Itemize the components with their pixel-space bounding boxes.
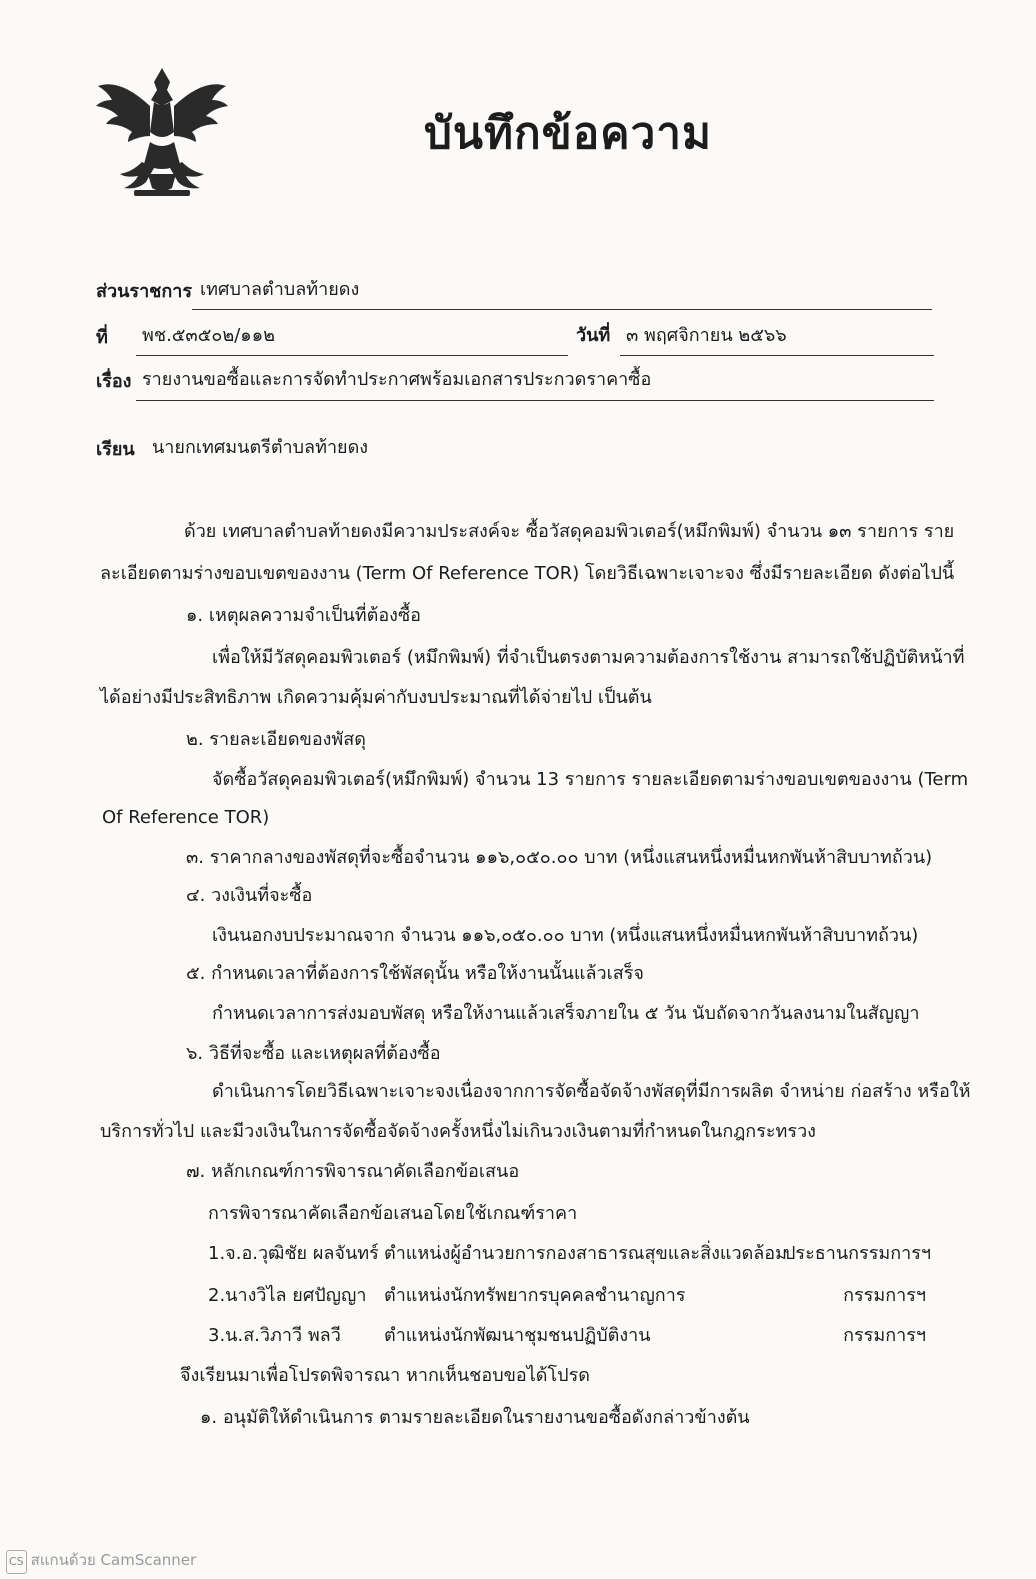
section-1-line1: เพื่อให้มีวัสดุคอมพิวเตอร์ (หมึกพิมพ์) ที่จำเป็นตรงตามความต้องการใช้งาน สามารถใช้ปฏิบัติหน้าที่ [212,647,965,668]
garuda-emblem-icon [94,62,230,202]
section-4-line1: เงินนอกงบประมาณจาก จำนวน ๑๑๖,๐๕๐.๐๐ บาท (หนึ่งแสนหนึ่งหมื่นหกพันห้าสิบบาทถ้วน) [212,925,919,946]
document-title: บันทึกข้อความ [424,108,713,159]
committee-3-role: กรรมการฯ [843,1325,926,1346]
committee-3-position: ตำแหน่งนักพัฒนาชุมชนปฏิบัติงาน [384,1325,651,1346]
closing-line: จึงเรียนมาเพื่อโปรดพิจารณา หากเห็นชอบขอได้โปรด [180,1365,590,1386]
camscanner-text: สแกนด้วย CamScanner [30,1551,197,1569]
section-6-line1: ดำเนินการโดยวิธีเฉพาะเจาะจงเนื่องจากการจัดซื้อจัดจ้างพัสดุที่มีการผลิต จำหน่าย ก่อสร้าง หรือให้ [212,1081,971,1102]
section-2-line1: จัดซื้อวัสดุคอมพิวเตอร์(หมึกพิมพ์) จำนวน 13 รายการ รายละเอียดตามร่างขอบเขตของงาน (Term [212,769,969,790]
section-5-line1: กำหนดเวลาการส่งมอบพัสดุ หรือให้งานแล้วเสร็จภายใน ๕ วัน นับถัดจากวันลงนามในสัญญา [212,1003,920,1024]
agency-underline [192,309,932,310]
ref-value: พช.๕๓๕๐๒/๑๑๒ [142,325,275,346]
committee-1-position: ตำแหน่งผู้อำนวยการกองสาธารณสุขและสิ่งแวดล้อม [384,1243,787,1264]
section-7-line1: การพิจารณาคัดเลือกข้อเสนอโดยใช้เกณฑ์ราคา [208,1203,578,1224]
approve-item-1: ๑. อนุมัติให้ดำเนินการ ตามรายละเอียดในรายงานขอซื้อดังกล่าวข้างต้น [200,1407,750,1428]
committee-2-position: ตำแหน่งนักทรัพยากรบุคคลชำนาญการ [384,1285,686,1306]
agency-value: เทศบาลตำบลท้ายดง [200,279,360,300]
body-p1-line2: ละเอียดตามร่างขอบเขตของงาน (Term Of Reference TOR) โดยวิธีเฉพาะเจาะจง ซึ่งมีรายละเอียด ดังต่อไปนี้ [100,563,955,584]
committee-2-role: กรรมการฯ [843,1285,926,1306]
committee-1-role: ประธานกรรมการฯ [784,1243,932,1264]
body-p1-line1: ด้วย เทศบาลตำบลท้ายดงมีความประสงค์จะ ซื้อวัสดุคอมพิวเตอร์(หมึกพิมพ์) จำนวน ๑๓ รายการ ราย [184,521,955,542]
section-6-heading: ๖. วิธีที่จะซื้อ และเหตุผลที่ต้องซื้อ [186,1043,441,1064]
section-1-line2: ได้อย่างมีประสิทธิภาพ เกิดความคุ้มค่ากับงบประมาณที่ได้จ่ายไป เป็นต้น [100,687,652,708]
section-5-heading: ๕. กำหนดเวลาที่ต้องการใช้พัสดุนั้น หรือให้งานนั้นแล้วเสร็จ [186,963,644,984]
date-underline [620,355,934,356]
committee-3-name: 3.น.ส.วิภาวี พลวี [208,1325,341,1346]
subject-value: รายงานขอซื้อและการจัดทำประกาศพร้อมเอกสารประกวดราคาซื้อ [142,369,652,390]
committee-1-name: 1.จ.อ.วุฒิชัย ผลจันทร์ [208,1243,379,1264]
section-2-line2: Of Reference TOR) [102,807,270,828]
camscanner-logo-icon: CS [6,1550,27,1574]
committee-2-name: 2.นางวิไล ยศปัญญา [208,1285,367,1306]
section-3-heading: ๓. ราคากลางของพัสดุที่จะซื้อจำนวน ๑๑๖,๐๕๐.๐๐ บาท (หนึ่งแสนหนึ่งหมื่นหกพันห้าสิบบาทถ้วน) [186,847,933,868]
agency-label: ส่วนราชการ [96,281,193,302]
section-2-heading: ๒. รายละเอียดของพัสดุ [186,729,366,750]
to-label: เรียน [96,439,135,460]
date-label: วันที่ [576,325,611,346]
section-6-line2: บริการทั่วไป และมีวงเงินในการจัดซื้อจัดจ้างครั้งหนึ่งไม่เกินวงเงินตามที่กำหนดในกฎกระทรวง [100,1121,816,1142]
section-4-heading: ๔. วงเงินที่จะซื้อ [186,885,313,906]
section-7-heading: ๗. หลักเกณฑ์การพิจารณาคัดเลือกข้อเสนอ [186,1161,520,1182]
camscanner-watermark [6,1549,196,1574]
date-value: ๓ พฤศจิกายน ๒๕๖๖ [626,325,787,346]
ref-label: ที่ [96,327,108,348]
subject-label: เรื่อง [96,371,132,392]
ref-underline [136,355,568,356]
subject-underline [136,400,934,401]
section-1-heading: ๑. เหตุผลความจำเป็นที่ต้องซื้อ [186,605,421,626]
to-value: นายกเทศมนตรีตำบลท้ายดง [152,437,369,458]
